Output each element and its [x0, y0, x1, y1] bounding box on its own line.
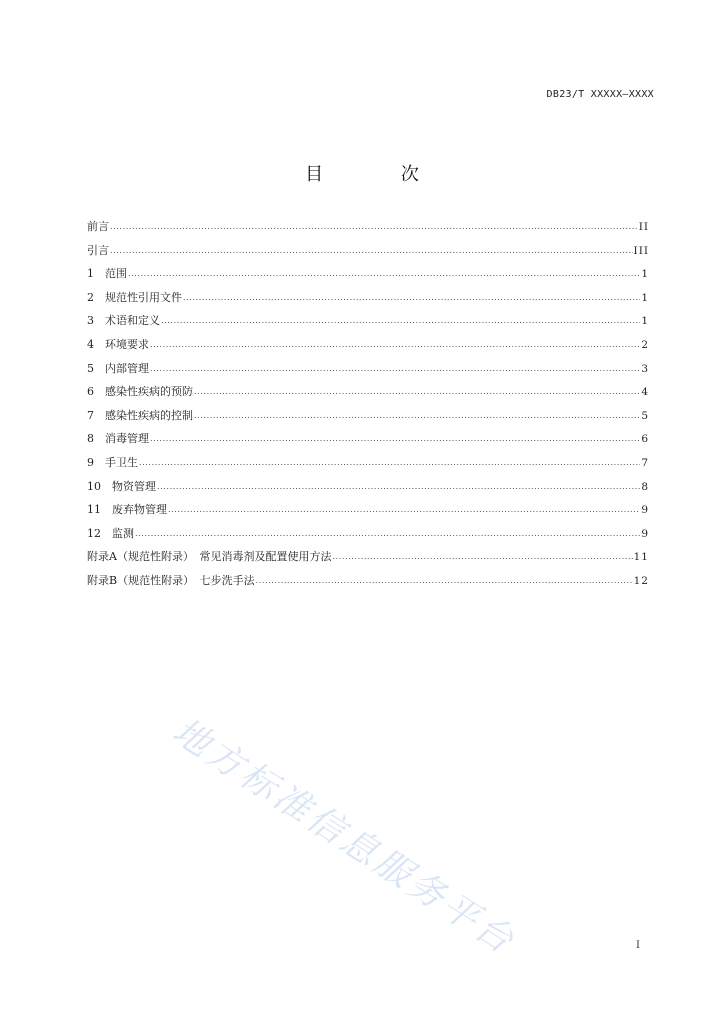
toc-entry-appendix-b[interactable]	[87, 572, 649, 596]
toc-leader-dots	[194, 411, 640, 420]
toc-entry-disease-prevention[interactable]	[87, 383, 649, 407]
page-title: 目 次	[305, 164, 455, 185]
toc-leader-dots	[168, 505, 640, 514]
toc-leader-dots	[150, 340, 640, 349]
toc-leader-dots	[135, 529, 640, 538]
toc-leader-dots	[332, 552, 632, 561]
watermark: 地方标准信息服务平台	[165, 710, 524, 964]
toc-entry-page: 1	[641, 291, 649, 304]
toc-entry-environment-requirements[interactable]	[87, 336, 649, 360]
toc-entry-foreword[interactable]	[87, 218, 649, 242]
toc-entry-label: 附录B（规范性附录） 七步洗手法	[87, 573, 255, 587]
toc-leader-dots	[110, 246, 633, 255]
toc-entry-page: 1	[641, 268, 649, 281]
toc-leader-dots	[194, 387, 640, 396]
toc-entry-hand-hygiene[interactable]	[87, 454, 649, 478]
toc-entry-supplies-management[interactable]	[87, 478, 649, 502]
toc-entry-page: 9	[641, 527, 649, 540]
toc-leader-dots	[256, 576, 633, 585]
toc-entry-internal-management[interactable]	[87, 360, 649, 384]
toc-entry-label: 6 感染性疾病的预防	[87, 385, 193, 399]
toc-leader-dots	[139, 458, 640, 467]
toc-entry-page: 8	[641, 480, 649, 493]
toc-entry-monitoring[interactable]	[87, 525, 649, 549]
toc-entry-label: 5 内部管理	[87, 361, 149, 375]
toc-leader-dots	[157, 482, 640, 491]
toc-entry-label: 7 感染性疾病的控制	[87, 408, 193, 422]
toc-entry-label: 前言	[87, 220, 109, 233]
toc-entry-label: 11 废弃物管理	[87, 503, 167, 517]
toc-leader-dots	[110, 222, 638, 231]
toc-entry-page: 1	[641, 315, 649, 328]
toc-leader-dots	[150, 434, 640, 443]
toc-entry-label: 4 环境要求	[87, 337, 149, 351]
toc-entry-disease-control[interactable]	[87, 407, 649, 431]
toc-entry-introduction[interactable]	[87, 242, 649, 266]
toc-entry-page: III	[633, 244, 649, 257]
toc-entry-page: 2	[641, 338, 649, 351]
toc-entry-label: 8 消毒管理	[87, 432, 149, 446]
toc-entry-page: II	[638, 221, 649, 233]
toc-entry-label: 12 监测	[87, 526, 134, 540]
toc-entry-label: 2 规范性引用文件	[87, 290, 182, 304]
toc-entry-page: 9	[641, 504, 649, 517]
toc-entry-page: 11	[633, 551, 649, 564]
toc-entry-scope[interactable]	[87, 265, 649, 289]
toc-leader-dots	[183, 293, 640, 302]
toc-entry-normative-references[interactable]	[87, 289, 649, 313]
toc-leader-dots	[161, 316, 640, 325]
toc-entry-label: 9 手卫生	[87, 455, 138, 469]
toc-entry-page: 4	[641, 386, 649, 399]
toc-leader-dots	[128, 269, 640, 278]
toc-leader-dots	[150, 364, 640, 373]
table-of-contents	[87, 218, 649, 596]
document-code: DB23/T XXXXX—XXXX	[546, 89, 654, 100]
toc-entry-waste-management[interactable]	[87, 501, 649, 525]
toc-entry-page: 6	[641, 433, 649, 446]
toc-entry-label: 1 范围	[87, 267, 127, 281]
toc-entry-page: 3	[641, 362, 649, 375]
toc-entry-page: 7	[641, 456, 649, 469]
toc-entry-label: 3 术语和定义	[87, 314, 160, 328]
toc-entry-page: 5	[641, 409, 649, 422]
toc-entry-label: 引言	[87, 243, 109, 257]
toc-entry-page: 12	[633, 574, 649, 587]
toc-entry-terms-definitions[interactable]	[87, 312, 649, 336]
page-number: I	[636, 940, 640, 951]
toc-entry-appendix-a[interactable]	[87, 548, 649, 572]
toc-entry-label: 10 物资管理	[87, 479, 156, 493]
toc-entry-disinfection-management[interactable]	[87, 430, 649, 454]
toc-entry-label: 附录A（规范性附录） 常见消毒剂及配置使用方法	[87, 550, 332, 564]
